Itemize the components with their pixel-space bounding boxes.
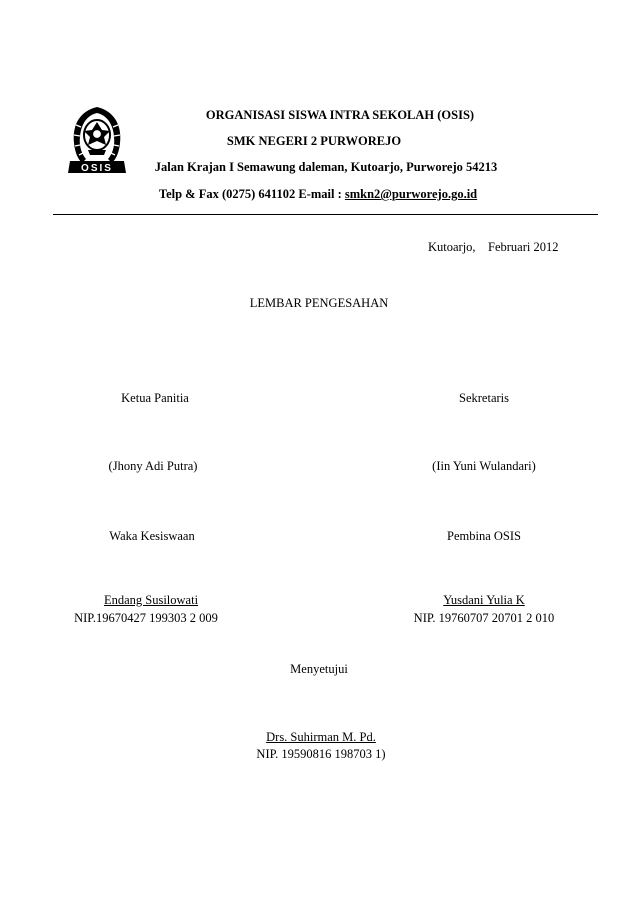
role-pembina: Pembina OSIS: [447, 529, 521, 543]
contact-text: Telp & Fax (0275) 641102 E-mail :: [158, 187, 345, 201]
name-pembina: Yusdani Yulia K: [443, 593, 525, 607]
name-ketua: (Jhony Adi Putra): [108, 459, 198, 473]
school-address: Jalan Krajan I Semawung daleman, Kutoarjo, Purworejo 54213: [154, 160, 498, 174]
role-ketua: Ketua Panitia: [121, 391, 189, 405]
role-sekretaris: Sekretaris: [459, 391, 509, 405]
org-name: ORGANISASI SISWA INTRA SEKOLAH (OSIS): [205, 108, 475, 122]
logo-text: OSIS: [81, 163, 113, 174]
school-contact: [159, 187, 477, 202]
letterhead-rule: [53, 214, 598, 215]
nip-kepsek: NIP. 19590816 198703 1): [256, 747, 386, 761]
email-link[interactable]: smkn2@purworejo.go.id: [344, 187, 478, 201]
name-kepsek: Drs. Suhirman M. Pd.: [266, 730, 376, 744]
school-name: SMK NEGERI 2 PURWOREJO: [226, 134, 402, 148]
document-title: LEMBAR PENGESAHAN: [249, 296, 389, 310]
role-approval: Menyetujui: [290, 662, 348, 676]
name-sekretaris: (Iin Yuni Wulandari): [432, 459, 536, 473]
date-place: Kutoarjo,: [428, 240, 476, 254]
osis-logo: [66, 103, 128, 179]
role-waka: Waka Kesiswaan: [109, 529, 195, 543]
nip-pembina: NIP. 19760707 20701 2 010: [413, 611, 555, 625]
date-month-year: Februari 2012: [488, 240, 559, 254]
name-waka: Endang Susilowati: [103, 593, 199, 607]
nip-waka: NIP.19670427 199303 2 009: [74, 611, 218, 625]
